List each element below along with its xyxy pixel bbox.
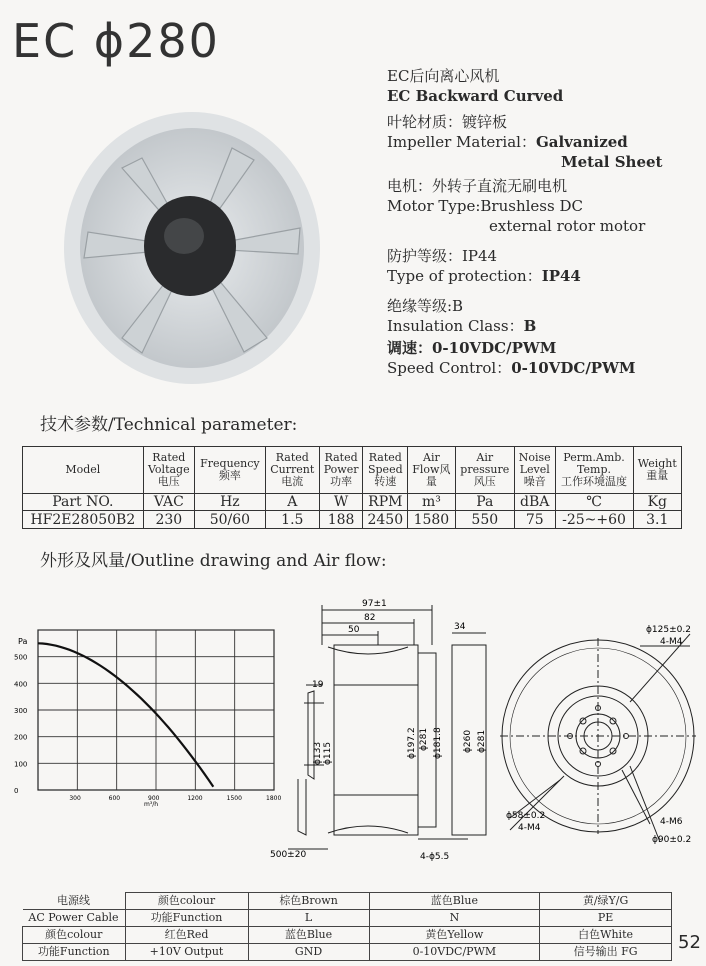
dim-82: 82 xyxy=(364,613,376,623)
header-text: 工作环境温度 xyxy=(561,475,628,488)
header-text: Power xyxy=(323,463,359,476)
x-tick-label: 1500 xyxy=(226,795,242,802)
y-tick-label: 500 xyxy=(14,653,28,662)
table-header-cell xyxy=(23,447,144,494)
x-axis-unit: m³/h xyxy=(144,801,159,808)
insulation-cn: 绝缘等级:B xyxy=(387,297,464,315)
table-header-cell xyxy=(633,447,681,494)
dim-500: 500±20 xyxy=(270,850,307,860)
speed-value: 0-10VDC/PWM xyxy=(511,359,636,377)
header-text: 重量 xyxy=(646,469,669,482)
dim-34: 34 xyxy=(454,622,466,632)
dim-m4-top: 4-M4 xyxy=(660,637,683,647)
unit-cell: dBA xyxy=(514,494,555,511)
table-header-cell xyxy=(194,447,265,494)
unit-cell: Hz xyxy=(194,494,265,511)
unit-cell: VAC xyxy=(143,494,194,511)
cable-cell: 白色White xyxy=(540,927,672,944)
cable-cell: 颜色colour xyxy=(125,893,248,910)
dim-phi133: ϕ133 xyxy=(313,741,323,765)
cable-cell: +10V Output xyxy=(125,944,248,961)
header-text: Voltage xyxy=(148,463,190,476)
dim-phi281b: ϕ281 xyxy=(477,729,487,753)
airflow-curve xyxy=(38,643,213,786)
table-cell: 2450 xyxy=(363,511,408,529)
unit-cell: W xyxy=(319,494,363,511)
side-view-drawing xyxy=(268,595,500,865)
table-cell: 550 xyxy=(455,511,514,529)
cable-cell: AC Power Cable xyxy=(23,910,126,927)
table-header-cell xyxy=(514,447,555,494)
spec-block xyxy=(387,66,697,378)
protection-value: IP44 xyxy=(541,267,581,285)
product-name-en: EC Backward Curved xyxy=(387,87,564,105)
table-cell: 1.5 xyxy=(265,511,319,529)
cable-cell: 棕色Brown xyxy=(248,893,369,910)
cable-cell: PE xyxy=(540,910,672,927)
impeller-label: Impeller Material： xyxy=(387,133,536,151)
header-text: Flow风 xyxy=(412,463,451,476)
table-header-cell xyxy=(455,447,514,494)
x-tick-label: 900 xyxy=(148,795,160,802)
header-text: Air xyxy=(476,451,494,464)
dim-m4-bottom: 4-M4 xyxy=(518,823,541,833)
page-number: 52 xyxy=(678,932,701,953)
x-tick-label: 600 xyxy=(108,795,121,802)
table-cell: 75 xyxy=(514,511,555,529)
cable-cell: 0-10VDC/PWM xyxy=(369,944,540,961)
table-header-row xyxy=(23,447,682,494)
table-header-cell xyxy=(319,447,363,494)
unit-cell: RPM xyxy=(363,494,408,511)
dim-19: 19 xyxy=(312,680,324,690)
dim-m6: 4-M6 xyxy=(660,817,683,827)
unit-cell: m³ xyxy=(408,494,455,511)
protection-label: Type of protection： xyxy=(387,267,542,285)
unit-cell: Kg xyxy=(633,494,681,511)
cable-cell: L xyxy=(248,910,369,927)
insulation-label: Insulation Class： xyxy=(387,317,524,335)
table-row xyxy=(23,511,682,529)
dim-phi58: ϕ58±0.2 xyxy=(506,811,546,821)
y-tick-label: 400 xyxy=(14,680,28,689)
header-text: Temp. xyxy=(577,463,612,476)
cable-cell: 黄/绿Y/G xyxy=(540,893,672,910)
cable-cell: 电源线 xyxy=(23,893,126,910)
dim-phi181: ϕ181.8 xyxy=(433,727,443,759)
table-cell: 188 xyxy=(319,511,363,529)
dim-97: 97±1 xyxy=(362,599,387,609)
header-text: Weight xyxy=(637,457,677,470)
header-text: 电流 xyxy=(281,475,304,488)
header-text: 转速 xyxy=(374,475,397,488)
cable-cell: GND xyxy=(248,944,369,961)
y-tick-label: 0 xyxy=(14,787,19,795)
header-text: Frequency xyxy=(200,457,260,470)
y-tick-label: 300 xyxy=(14,707,28,715)
speed-cn: 调速：0-10VDC/PWM xyxy=(387,339,557,357)
impeller-value: Galvanized xyxy=(535,133,628,151)
unit-cell: Part NO. xyxy=(23,494,144,511)
outline-heading: 外形及风量/Outline drawing and Air flow: xyxy=(40,551,387,571)
header-text: Rated xyxy=(275,451,309,464)
protection-cn: 防护等级：IP44 xyxy=(387,247,498,265)
table-cell: 1580 xyxy=(408,511,455,529)
dim-phi115: ϕ115 xyxy=(323,741,333,765)
impeller-cn: 叶轮材质：镀锌板 xyxy=(387,113,508,131)
header-text: Rated xyxy=(368,451,402,464)
header-text: Current xyxy=(270,463,315,476)
table-header-cell xyxy=(363,447,408,494)
x-tick-label: 300 xyxy=(69,795,81,802)
header-text: 功率 xyxy=(330,475,353,488)
table-header-cell xyxy=(555,447,633,494)
y-axis-unit: Pa xyxy=(18,637,28,646)
cable-cell: 颜色colour xyxy=(23,927,126,944)
technical-parameter-table xyxy=(22,446,682,529)
header-text: 频率 xyxy=(218,469,241,482)
motor-cn: 电机：外转子直流无刷电机 xyxy=(387,177,568,195)
cable-cell: 信号输出 FG xyxy=(540,944,672,961)
dim-phi197: ϕ197.2 xyxy=(407,727,417,759)
dim-phi125: ϕ125±0.2 xyxy=(646,625,691,635)
motor-line-2: external rotor motor xyxy=(489,217,646,235)
page-title: EC ϕ280 xyxy=(12,14,220,68)
airflow-chart xyxy=(10,620,285,810)
table-cell: HF2E28050B2 xyxy=(23,511,144,529)
cable-cell: 黄色Yellow xyxy=(369,927,540,944)
header-text: Rated xyxy=(324,451,358,464)
table-cell: 3.1 xyxy=(633,511,681,529)
header-text: Model xyxy=(65,463,101,476)
impeller-value-2: Metal Sheet xyxy=(561,153,663,171)
product-name-cn: EC后向离心风机 xyxy=(387,67,500,85)
y-tick-label: 100 xyxy=(14,760,28,769)
cable-cell: 功能Function xyxy=(125,910,248,927)
speed-label: Speed Control： xyxy=(387,359,512,377)
dim-phi260: ϕ260 xyxy=(463,729,473,753)
fan-product-image xyxy=(62,108,332,388)
table-cell: 230 xyxy=(143,511,194,529)
header-text: 风压 xyxy=(473,475,496,488)
dim-phi281a: ϕ281 xyxy=(419,727,429,751)
dim-phi90: ϕ90±0.2 xyxy=(652,835,692,845)
front-view-drawing xyxy=(500,620,696,850)
header-text: Air xyxy=(423,451,440,464)
header-text: 噪音 xyxy=(523,475,546,488)
header-text: Rated xyxy=(152,451,186,464)
header-text: 电压 xyxy=(157,475,180,488)
header-text: pressure xyxy=(460,463,510,476)
unit-cell: ℃ xyxy=(555,494,633,511)
dim-holes: 4-ϕ5.5 xyxy=(420,852,450,862)
table-header-cell xyxy=(143,447,194,494)
cable-cell: 功能Function xyxy=(23,944,126,961)
header-text: Level xyxy=(519,463,550,476)
cable-cell: N xyxy=(369,910,540,927)
cable-table xyxy=(22,892,672,961)
header-text: 量 xyxy=(425,475,437,488)
x-tick-label: 1200 xyxy=(187,795,203,802)
table-unit-row xyxy=(23,494,682,511)
header-text: Perm.Amb. xyxy=(563,451,625,464)
header-text: Noise xyxy=(518,451,551,464)
table-header-cell xyxy=(265,447,319,494)
x-tick-label: 1800 xyxy=(266,795,282,802)
unit-cell: A xyxy=(265,494,319,511)
technical-parameter-heading: 技术参数/Technical parameter: xyxy=(40,415,298,435)
unit-cell: Pa xyxy=(455,494,514,511)
y-tick-label: 200 xyxy=(14,733,28,742)
dim-50: 50 xyxy=(348,625,360,635)
table-cell: 50/60 xyxy=(194,511,265,529)
table-cell: -25~+60 xyxy=(555,511,633,529)
cable-cell: 蓝色Blue xyxy=(369,893,540,910)
cable-cell: 红色Red xyxy=(125,927,248,944)
table-header-cell xyxy=(408,447,455,494)
cable-cell: 蓝色Blue xyxy=(248,927,369,944)
header-text: Speed xyxy=(367,463,403,476)
insulation-value: B xyxy=(523,317,537,335)
motor-line-1: Motor Type:Brushless DC xyxy=(387,197,583,215)
